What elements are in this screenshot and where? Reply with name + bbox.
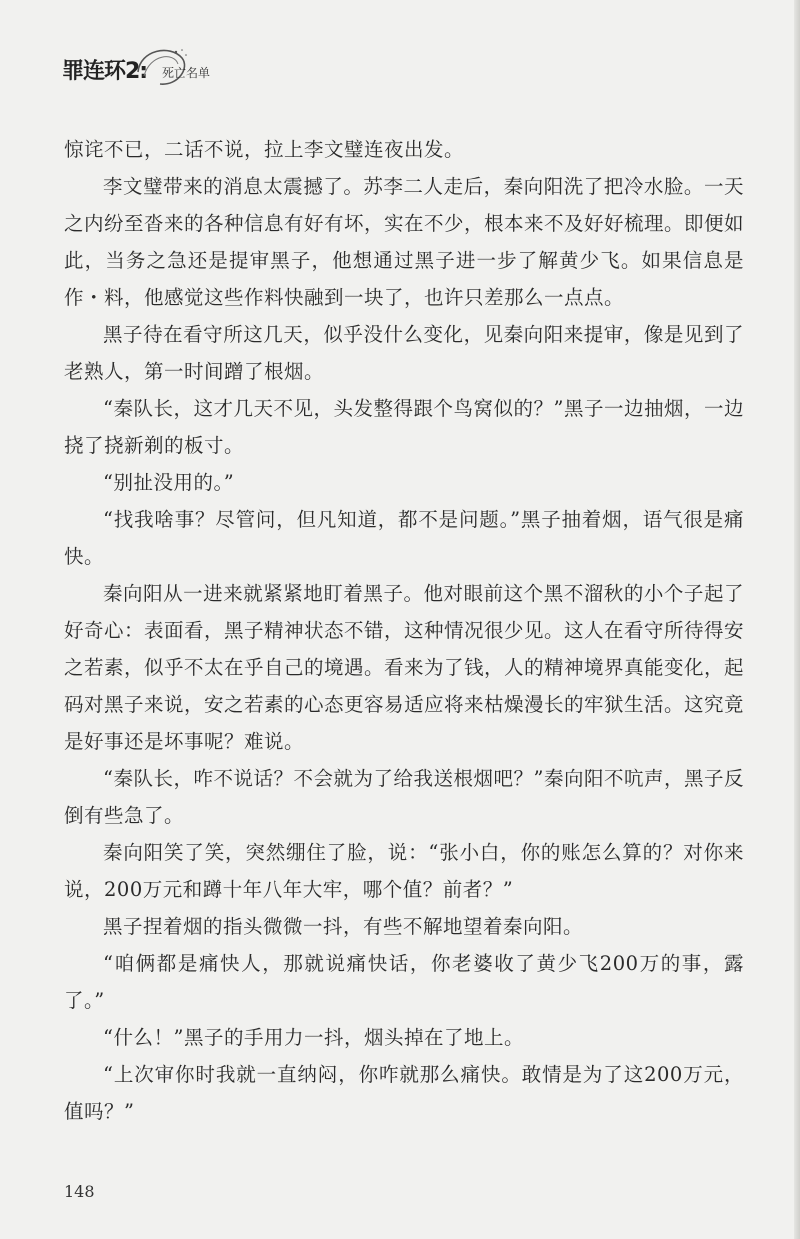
- running-header: [60, 48, 360, 88]
- paragraph: “上次审你时我就一直纳闷，你咋就那么痛快。敢情是为了这200万元，值吗？”: [64, 1063, 744, 1123]
- body-text: [64, 131, 744, 1130]
- paragraph: 秦向阳笑了笑，突然绷住了脸，说：“张小白，你的账怎么算的？对你来说，200万元和蹲十年八年大牢，哪个值？前者？”: [64, 841, 744, 901]
- paragraph: “秦队长，咋不说话？不会就为了给我送根烟吧？”秦向阳不吭声，黑子反倒有些急了。: [64, 767, 744, 827]
- paragraph: “别扯没用的。”: [103, 471, 235, 494]
- paragraph: 黑子待在看守所这几天，似乎没什么变化，见秦向阳来提审，像是见到了老熟人，第一时间蹭了根烟。: [64, 323, 744, 383]
- page-number: 148: [64, 1182, 95, 1201]
- page-edge: [794, 0, 800, 1239]
- book-subtitle: 死亡名单: [162, 66, 211, 80]
- paragraph: 惊诧不已，二话不说，拉上李文璧连夜出发。: [64, 138, 465, 161]
- paragraph: “什么！”黑子的手用力一抖，烟头掉在了地上。: [103, 1026, 524, 1049]
- paragraph: “找我啥事？尽管问，但凡知道，都不是问题。”黑子抽着烟，语气很是痛快。: [64, 508, 744, 568]
- paragraph: “咱俩都是痛快人，那就说痛快话，你老婆收了黄少飞200万的事，露了。”: [64, 952, 744, 1012]
- paragraph: 秦向阳从一进来就紧紧地盯着黑子。他对眼前这个黑不溜秋的小个子起了好奇心：表面看，黑子精神状态不错，这种情况很少见。这人在看守所待得安之若素，似乎不太在乎自己的境遇。看来为了钱，人的精神境界真能变化，起码对黑子来说，安之若素的心态更容易适应将来枯燥漫长的牢狱生活。这究竟是好事还是坏事呢？难说。: [64, 582, 745, 753]
- paragraph: “秦队长，这才几天不见，头发整得跟个鸟窝似的？”黑子一边抽烟，一边挠了挠新剃的板寸。: [64, 397, 744, 457]
- paragraph: 李文璧带来的消息太震撼了。苏李二人走后，秦向阳洗了把冷水脸。一天之内纷至沓来的各种信息有好有坏，实在不少，根本来不及好好梳理。即便如此，当务之急还是提审黑子，他想通过黑子进一步了解黄少飞。如果信息是作・料，他感觉这些作料快融到一块了，也许只差那么一点点。: [64, 175, 745, 309]
- series-title: 罪连环2:: [62, 59, 148, 84]
- paragraph: 黑子捏着烟的指头微微一抖，有些不解地望着秦向阳。: [103, 915, 584, 938]
